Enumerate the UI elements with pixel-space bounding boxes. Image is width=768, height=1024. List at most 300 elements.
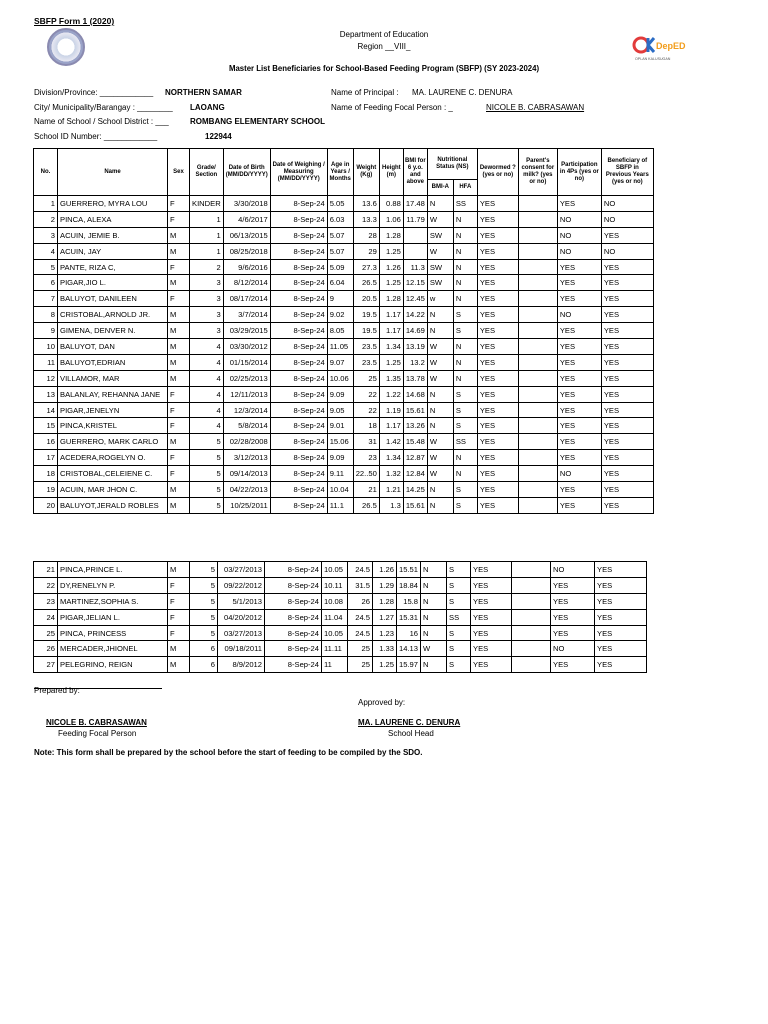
logo-subtext: OPLAN KALUSUGAN	[635, 57, 671, 61]
cell-4ps: NO	[551, 562, 595, 578]
cell-bmi-a: W	[427, 434, 453, 450]
cell-age: 6.03	[327, 211, 353, 227]
cell-bmi-a: W	[427, 354, 453, 370]
cell-bmi: 13.19	[403, 339, 427, 355]
cell-bmi-a: W	[427, 339, 453, 355]
cell-no: 10	[34, 339, 58, 355]
table-row	[34, 641, 647, 657]
cell-milk-consent	[518, 434, 557, 450]
cell-name: MARTINEZ,SOPHIA S.	[58, 593, 168, 609]
cell-4ps: NO	[557, 211, 601, 227]
cell-4ps: YES	[557, 434, 601, 450]
cell-grade: 5	[190, 562, 218, 578]
col-no: No.	[34, 149, 58, 196]
cell-4ps: YES	[557, 386, 601, 402]
cell-name: GUERRERO, MYRA LOU	[58, 196, 168, 212]
cell-age: 11.1	[327, 497, 353, 513]
cell-sex: M	[168, 482, 190, 498]
cell-no: 22	[34, 577, 58, 593]
cell-hfa: S	[447, 577, 471, 593]
cell-dewormed: YES	[471, 641, 512, 657]
cell-4ps: YES	[551, 577, 595, 593]
cell-grade: 2	[190, 259, 224, 275]
cell-bmi-a: W	[421, 641, 447, 657]
cell-name: VILLAMOR, MAR	[58, 370, 168, 386]
cell-weighing-date: 8-Sep-24	[265, 577, 322, 593]
cell-weight: 23.5	[353, 339, 379, 355]
cell-grade: 4	[190, 386, 224, 402]
cell-height: 1.17	[379, 307, 403, 323]
cell-weight: 22	[353, 402, 379, 418]
cell-weight: 18	[353, 418, 379, 434]
cell-milk-consent	[518, 196, 557, 212]
col-nutritional-status: Nutritional Status (NS)	[427, 149, 477, 180]
cell-dob: 09/22/2012	[218, 577, 265, 593]
cell-4ps: YES	[557, 418, 601, 434]
cell-weight: 22..50	[353, 466, 379, 482]
school-label: Name of School / School District : ___	[34, 117, 169, 126]
cell-height: 1.28	[373, 593, 397, 609]
cell-bmi: 18.84	[397, 577, 421, 593]
cell-previous-sbfp: YES	[601, 259, 653, 275]
cell-no: 4	[34, 243, 58, 259]
cell-no: 13	[34, 386, 58, 402]
cell-previous-sbfp: YES	[601, 370, 653, 386]
cell-weight: 23.5	[353, 354, 379, 370]
col-milk-consent: Parent's consent for milk? (yes or no)	[518, 149, 557, 196]
principal-label: Name of Principal :	[331, 88, 399, 97]
school-value: ROMBANG ELEMENTARY SCHOOL	[190, 117, 325, 126]
table-row	[34, 625, 647, 641]
cell-dob: 03/27/2013	[218, 562, 265, 578]
cell-age: 9	[327, 291, 353, 307]
cell-hfa: N	[453, 275, 477, 291]
cell-bmi-a: N	[427, 386, 453, 402]
cell-weight: 26	[348, 593, 373, 609]
cell-grade: 6	[190, 641, 218, 657]
cell-dewormed: YES	[477, 450, 518, 466]
table-row	[34, 609, 647, 625]
cell-sex: F	[168, 259, 190, 275]
cell-previous-sbfp: YES	[601, 418, 653, 434]
col-hfa: HFA	[453, 180, 477, 196]
cell-weighing-date: 8-Sep-24	[270, 339, 327, 355]
cell-grade: 3	[190, 275, 224, 291]
cell-weighing-date: 8-Sep-24	[270, 386, 327, 402]
cell-no: 18	[34, 466, 58, 482]
cell-dewormed: YES	[477, 211, 518, 227]
cell-bmi: 16	[397, 625, 421, 641]
cell-bmi-a: N	[427, 418, 453, 434]
cell-height: 1.21	[379, 482, 403, 498]
cell-hfa: S	[453, 386, 477, 402]
col-name: Name	[58, 149, 168, 196]
cell-grade: 3	[190, 291, 224, 307]
cell-dob: 04/22/2013	[223, 482, 270, 498]
col-bmi: BMI for 6 y.o. and above	[403, 149, 427, 196]
cell-dewormed: YES	[477, 402, 518, 418]
table-row	[34, 657, 647, 673]
cell-weighing-date: 8-Sep-24	[270, 434, 327, 450]
cell-dewormed: YES	[471, 609, 512, 625]
cell-sex: M	[168, 497, 190, 513]
cell-previous-sbfp: YES	[595, 609, 647, 625]
cell-bmi-a: N	[427, 402, 453, 418]
cell-previous-sbfp: YES	[601, 434, 653, 450]
cell-bmi: 15.61	[403, 497, 427, 513]
cell-hfa: S	[447, 625, 471, 641]
cell-4ps: YES	[557, 354, 601, 370]
cell-sex: M	[168, 370, 190, 386]
table-row	[34, 466, 654, 482]
cell-no: 20	[34, 497, 58, 513]
cell-height: 1.33	[373, 641, 397, 657]
cell-bmi: 12.45	[403, 291, 427, 307]
cell-name: BALANLAY, REHANNA JANE	[58, 386, 168, 402]
cell-height: 1.28	[379, 227, 403, 243]
col-previous-sbfp: Beneficiary of SBFP in Previous Years (yes or no)	[601, 149, 653, 196]
cell-dewormed: YES	[471, 593, 512, 609]
cell-bmi-a: W	[427, 450, 453, 466]
cell-weighing-date: 8-Sep-24	[270, 370, 327, 386]
cell-weight: 31	[353, 434, 379, 450]
cell-weight: 28	[353, 227, 379, 243]
cell-grade: 3	[190, 307, 224, 323]
form-label: SBFP Form 1 (2020)	[34, 16, 115, 26]
cell-dob: 08/17/2014	[223, 291, 270, 307]
cell-hfa: S	[453, 323, 477, 339]
cell-name: GIMENA, DENVER N.	[58, 323, 168, 339]
cell-dewormed: YES	[477, 339, 518, 355]
cell-no: 8	[34, 307, 58, 323]
table-row	[34, 562, 647, 578]
cell-height: 1.26	[373, 562, 397, 578]
cell-weight: 20.5	[353, 291, 379, 307]
cell-hfa: SS	[447, 609, 471, 625]
cell-hfa: S	[453, 482, 477, 498]
cell-name: BALUYOT, DAN	[58, 339, 168, 355]
cell-dewormed: YES	[477, 307, 518, 323]
cell-height: 1.27	[373, 609, 397, 625]
cell-milk-consent	[518, 211, 557, 227]
cell-age: 15.06	[327, 434, 353, 450]
cell-sex: F	[168, 466, 190, 482]
cell-weighing-date: 8-Sep-24	[265, 562, 322, 578]
cell-grade: 5	[190, 482, 224, 498]
cell-age: 11.11	[322, 641, 348, 657]
cell-name: PINCA,KRISTEL	[58, 418, 168, 434]
cell-height: 1.06	[379, 211, 403, 227]
cell-height: 1.17	[379, 418, 403, 434]
col-4ps: Participation in 4Ps (yes or no)	[557, 149, 601, 196]
cell-hfa: N	[453, 466, 477, 482]
table-row	[34, 593, 647, 609]
cell-bmi-a: w	[427, 291, 453, 307]
cell-previous-sbfp: NO	[601, 211, 653, 227]
cell-age: 10.08	[322, 593, 348, 609]
cell-milk-consent	[518, 307, 557, 323]
cell-bmi	[403, 243, 427, 259]
table-row	[34, 482, 654, 498]
cell-height: 1.28	[379, 291, 403, 307]
cell-sex: M	[168, 323, 190, 339]
cell-height: 1.17	[379, 323, 403, 339]
cell-weight: 25	[353, 370, 379, 386]
cell-dob: 3/30/2018	[223, 196, 270, 212]
cell-hfa: N	[453, 243, 477, 259]
cell-dob: 5/8/2014	[223, 418, 270, 434]
cell-name: MERCADER,JHIONEL	[58, 641, 168, 657]
cell-grade: 4	[190, 370, 224, 386]
cell-grade: 1	[190, 243, 224, 259]
cell-weighing-date: 8-Sep-24	[270, 418, 327, 434]
cell-bmi: 12.84	[403, 466, 427, 482]
cell-height: 1.35	[379, 370, 403, 386]
cell-bmi: 15.48	[403, 434, 427, 450]
cell-age: 9.01	[327, 418, 353, 434]
cell-height: 1.32	[379, 466, 403, 482]
cell-grade: 5	[190, 593, 218, 609]
table-header	[34, 149, 654, 196]
cell-sex: F	[168, 418, 190, 434]
cell-height: 1.26	[379, 259, 403, 275]
cell-weighing-date: 8-Sep-24	[265, 593, 322, 609]
table-body-1	[34, 196, 654, 514]
cell-dob: 8/12/2014	[223, 275, 270, 291]
cell-dewormed: YES	[471, 577, 512, 593]
cell-dob: 03/30/2012	[223, 339, 270, 355]
cell-previous-sbfp: YES	[601, 339, 653, 355]
cell-age: 9.09	[327, 450, 353, 466]
cell-milk-consent	[518, 370, 557, 386]
cell-4ps: YES	[557, 497, 601, 513]
cell-dewormed: YES	[477, 482, 518, 498]
cell-no: 25	[34, 625, 58, 641]
cell-4ps: YES	[557, 450, 601, 466]
cell-weighing-date: 8-Sep-24	[270, 497, 327, 513]
preparer-role: Feeding Focal Person	[58, 729, 137, 738]
cell-dewormed: YES	[477, 354, 518, 370]
cell-grade: 5	[190, 450, 224, 466]
city-value: LAOANG	[190, 103, 225, 112]
cell-weighing-date: 8-Sep-24	[270, 275, 327, 291]
cell-grade: 4	[190, 418, 224, 434]
cell-height: 1.25	[379, 275, 403, 291]
cell-weight: 21	[353, 482, 379, 498]
footer-note: Note: This form shall be prepared by the school before the start of feeding to be compiled by the SDO.	[34, 748, 423, 757]
cell-sex: M	[168, 641, 190, 657]
cell-weighing-date: 8-Sep-24	[270, 323, 327, 339]
cell-weighing-date: 8-Sep-24	[270, 450, 327, 466]
division-label: Division/Province: ____________	[34, 88, 154, 97]
col-bmi-a: BMI-A	[427, 180, 453, 196]
cell-no: 15	[34, 418, 58, 434]
cell-4ps: YES	[557, 275, 601, 291]
cell-dob: 04/20/2012	[218, 609, 265, 625]
cell-previous-sbfp: YES	[601, 307, 653, 323]
cell-grade: KINDER	[190, 196, 224, 212]
col-dob: Date of Birth (MM/DD/YYYY)	[223, 149, 270, 196]
cell-sex: F	[168, 593, 190, 609]
table-row	[34, 211, 654, 227]
cell-weighing-date: 8-Sep-24	[265, 609, 322, 625]
cell-age: 9.07	[327, 354, 353, 370]
cell-bmi-a: N	[421, 593, 447, 609]
table-row	[34, 577, 647, 593]
cell-hfa: N	[453, 259, 477, 275]
cell-previous-sbfp: YES	[595, 562, 647, 578]
cell-4ps: YES	[557, 402, 601, 418]
cell-bmi-a: N	[427, 323, 453, 339]
cell-bmi: 11.3	[403, 259, 427, 275]
cell-grade: 5	[190, 434, 224, 450]
cell-bmi: 15.8	[397, 593, 421, 609]
cell-dewormed: YES	[477, 196, 518, 212]
cell-name: DY,RENELYN P.	[58, 577, 168, 593]
cell-4ps: YES	[551, 609, 595, 625]
cell-height: 1.3	[379, 497, 403, 513]
table-row	[34, 275, 654, 291]
cell-weighing-date: 8-Sep-24	[270, 402, 327, 418]
cell-dewormed: YES	[477, 386, 518, 402]
cell-4ps: YES	[557, 370, 601, 386]
cell-bmi-a: SW	[427, 259, 453, 275]
cell-height: 1.34	[379, 339, 403, 355]
cell-height: 1.25	[379, 243, 403, 259]
cell-previous-sbfp: NO	[601, 243, 653, 259]
cell-age: 10.04	[327, 482, 353, 498]
cell-dob: 10/25/2011	[223, 497, 270, 513]
cell-name: ACEDERA,ROGELYN O.	[58, 450, 168, 466]
cell-height: 0.88	[379, 196, 403, 212]
cell-bmi-a: N	[427, 196, 453, 212]
cell-4ps: YES	[557, 196, 601, 212]
cell-no: 27	[34, 657, 58, 673]
cell-dob: 5/1/2013	[218, 593, 265, 609]
cell-4ps: YES	[551, 657, 595, 673]
cell-grade: 5	[190, 577, 218, 593]
cell-bmi: 15.31	[397, 609, 421, 625]
cell-weighing-date: 8-Sep-24	[270, 291, 327, 307]
cell-hfa: N	[453, 354, 477, 370]
cell-weighing-date: 8-Sep-24	[265, 657, 322, 673]
cell-dob: 09/18/2011	[218, 641, 265, 657]
cell-dob: 9/6/2016	[223, 259, 270, 275]
cell-age: 9.11	[327, 466, 353, 482]
cell-hfa: N	[453, 227, 477, 243]
table-row	[34, 291, 654, 307]
cell-height: 1.25	[373, 657, 397, 673]
cell-name: CRISTOBAL,ARNOLD JR.	[58, 307, 168, 323]
cell-milk-consent	[512, 609, 551, 625]
cell-4ps: YES	[551, 625, 595, 641]
cell-age: 10.05	[322, 562, 348, 578]
cell-bmi-a: N	[421, 562, 447, 578]
cell-bmi-a: N	[421, 577, 447, 593]
cell-age: 8.05	[327, 323, 353, 339]
cell-age: 5.05	[327, 196, 353, 212]
cell-weight: 26.5	[353, 497, 379, 513]
cell-dewormed: YES	[477, 227, 518, 243]
cell-weighing-date: 8-Sep-24	[270, 466, 327, 482]
cell-previous-sbfp: YES	[595, 625, 647, 641]
cell-bmi: 15.97	[397, 657, 421, 673]
cell-previous-sbfp: YES	[601, 450, 653, 466]
cell-dob: 8/9/2012	[218, 657, 265, 673]
cell-previous-sbfp: NO	[601, 196, 653, 212]
cell-name: ACUIN, JAY	[58, 243, 168, 259]
cell-milk-consent	[518, 402, 557, 418]
oplan-kalusugan-logo	[632, 32, 687, 62]
col-weighing-date: Date of Weighing / Measuring (MM/DD/YYYY)	[270, 149, 327, 196]
cell-bmi-a: SW	[427, 227, 453, 243]
cell-name: PIGAR,JENELYN	[58, 402, 168, 418]
cell-bmi: 17.48	[403, 196, 427, 212]
cell-hfa: N	[453, 370, 477, 386]
logo-text: DepED	[656, 41, 686, 51]
cell-dewormed: YES	[471, 657, 512, 673]
table-row	[34, 339, 654, 355]
division-value: NORTHERN SAMAR	[165, 88, 242, 97]
cell-4ps: YES	[557, 259, 601, 275]
cell-4ps: YES	[557, 339, 601, 355]
cell-previous-sbfp: YES	[601, 323, 653, 339]
cell-sex: M	[168, 354, 190, 370]
cell-milk-consent	[512, 562, 551, 578]
cell-sex: F	[168, 291, 190, 307]
table-row	[34, 434, 654, 450]
cell-4ps: YES	[557, 482, 601, 498]
cell-milk-consent	[512, 577, 551, 593]
cell-dewormed: YES	[471, 625, 512, 641]
cell-weight: 31.5	[348, 577, 373, 593]
cell-weight: 29	[353, 243, 379, 259]
table-row	[34, 307, 654, 323]
col-height: Height (m)	[379, 149, 403, 196]
cell-previous-sbfp: YES	[595, 577, 647, 593]
cell-dob: 02/28/2008	[223, 434, 270, 450]
cell-milk-consent	[518, 450, 557, 466]
cell-previous-sbfp: YES	[595, 657, 647, 673]
cell-milk-consent	[518, 291, 557, 307]
cell-hfa: SS	[453, 196, 477, 212]
cell-no: 1	[34, 196, 58, 212]
cell-age: 5.07	[327, 227, 353, 243]
cell-name: PANTE, RIZA C,	[58, 259, 168, 275]
cell-previous-sbfp: YES	[601, 227, 653, 243]
cell-milk-consent	[512, 593, 551, 609]
table-row	[34, 243, 654, 259]
cell-sex: F	[168, 386, 190, 402]
cell-previous-sbfp: YES	[601, 466, 653, 482]
table-row	[34, 227, 654, 243]
cell-no: 14	[34, 402, 58, 418]
cell-no: 5	[34, 259, 58, 275]
table-body-2	[34, 562, 647, 673]
cell-milk-consent	[512, 641, 551, 657]
cell-height: 1.42	[379, 434, 403, 450]
cell-bmi-a: N	[427, 482, 453, 498]
cell-weight: 23	[353, 450, 379, 466]
cell-dewormed: YES	[477, 275, 518, 291]
col-sex: Sex	[168, 149, 190, 196]
cell-sex: M	[168, 243, 190, 259]
cell-no: 16	[34, 434, 58, 450]
cell-hfa: S	[453, 497, 477, 513]
cell-4ps: NO	[557, 466, 601, 482]
cell-no: 17	[34, 450, 58, 466]
cell-hfa: SS	[453, 434, 477, 450]
